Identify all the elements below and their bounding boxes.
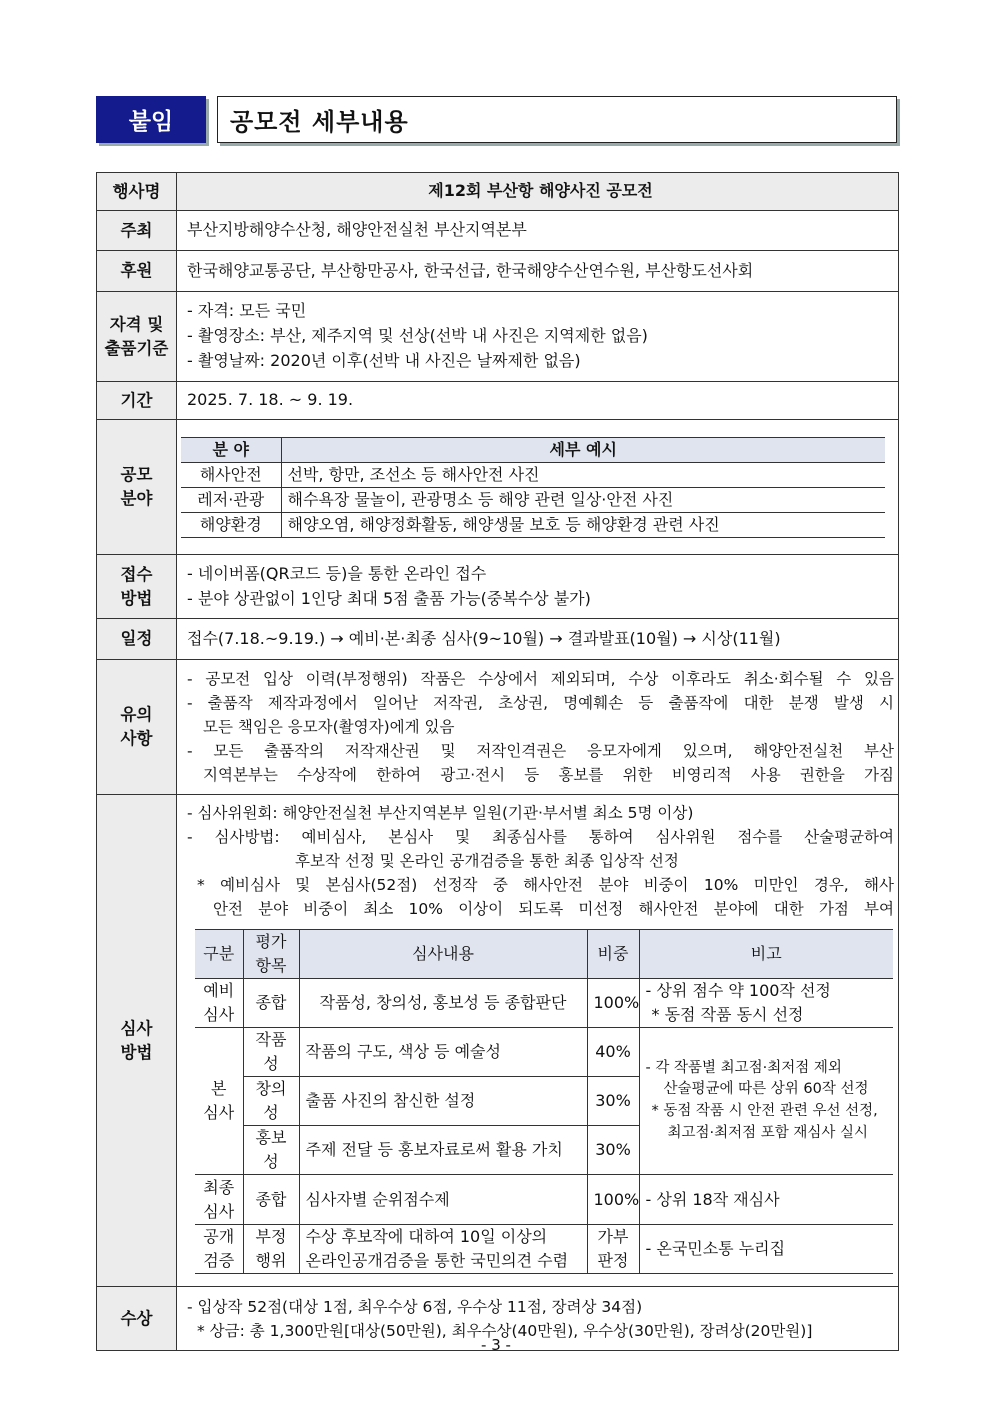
remark-public: - 온국민소통 누리집 (639, 1225, 893, 1274)
remark-line: * 동점 작품 시 안전 관련 우선 선정, (651, 1103, 878, 1120)
judging-row-main (195, 1028, 893, 1077)
eligibility-line: - 촬영장소: 부산, 제주지역 및 선상(선박 내 사진은 지역제한 없음) (187, 326, 648, 346)
content-final: 심사자별 순위점수제 (299, 1175, 587, 1225)
header-remark: 비고 (639, 930, 893, 979)
value-fields (177, 420, 899, 555)
label-line: 출품기준 (104, 338, 169, 358)
label-line: 자격 및 (109, 314, 164, 334)
header-item (243, 930, 299, 979)
submission-line: - 분야 상관없이 1인당 최대 5점 출품 가능(중복수상 불가) (187, 588, 591, 608)
label-sponsor: 후원 (97, 251, 177, 292)
weight-final: 100% (587, 1175, 639, 1225)
header-weight: 비중 (587, 930, 639, 979)
value-period: 2025. 7. 18. ~ 9. 19. (177, 382, 899, 420)
item-prelim: 종합 (243, 979, 299, 1028)
content-line: 온라인공개검증을 통한 국민의견 수렴 (305, 1251, 569, 1271)
item-main: 작품성 (243, 1028, 299, 1077)
row-fields (97, 420, 899, 555)
fields-table (181, 437, 885, 538)
remark-line: 최고점·최저점 포함 재심사 실시 (667, 1124, 869, 1141)
field-name: 레저·관광 (181, 487, 281, 512)
submission-line: - 네이버폼(QR코드 등)을 통한 온라인 접수 (187, 563, 487, 583)
remark-line: * 동점 작품 동시 선정 (651, 1005, 804, 1025)
judging-header (195, 930, 893, 979)
notes-line: - 모든 출품작의 저작재산권 및 저작인격권은 응모자에게 있으며, 해양안전실천 부산 (187, 742, 894, 760)
label-line: 방법 (120, 1042, 153, 1062)
page-number: - 3 - (481, 1336, 511, 1354)
awards-line: - 입상작 52점(대상 1점, 최우수상 6점, 우수상 11점, 장려상 34점) (187, 1297, 643, 1316)
item-main: 창의성 (243, 1077, 299, 1126)
weight-prelim: 100% (587, 979, 639, 1028)
label-notes (97, 660, 177, 795)
remark-line: - 상위 점수 약 100작 선정 (645, 981, 831, 1001)
label-schedule: 일정 (97, 619, 177, 660)
notes-line: 모든 책임은 응모자(촬영자)에게 있음 (203, 717, 455, 736)
awards-line: * 상금: 총 1,300만원[대상(50만원), 최우수상(40만원), 우수상(30만원), 장려상(20만원)] (197, 1321, 813, 1340)
row-notes (97, 660, 899, 795)
stage-line: 심사 (203, 1103, 235, 1123)
label-line: 유의 (120, 705, 153, 725)
content-public (299, 1225, 587, 1274)
header-item-line: 항목 (255, 956, 287, 976)
label-line: 분야 (120, 489, 153, 508)
eligibility-line: - 촬영날짜: 2020년 이후(선박 내 사진은 날짜제한 없음) (187, 350, 581, 370)
stage-line: 예비 (203, 981, 235, 1001)
fields-header (181, 437, 885, 462)
field-name: 해양환경 (181, 512, 281, 537)
field-name: 해사안전 (181, 462, 281, 487)
remark-line: - 각 작품별 최고점·최저점 제외 (645, 1059, 842, 1076)
label-line: 방법 (120, 588, 153, 608)
stage-line: 심사 (203, 1201, 235, 1221)
attachment-badge: 붙임 (96, 96, 206, 143)
row-event (97, 173, 899, 211)
eligibility-line: - 자격: 모든 국민 (187, 301, 307, 321)
fields-header-field: 분 야 (181, 437, 281, 462)
item-line: 행위 (255, 1251, 287, 1271)
value-schedule: 접수(7.18.~9.19.) → 예비·본·최종 심사(9~10월) → 결과발표(10월) → 시상(11월) (177, 619, 899, 660)
row-eligibility (97, 292, 899, 382)
content-main: 출품 사진의 참신한 설정 (299, 1077, 587, 1126)
value-event: 제12회 부산항 해양사진 공모전 (177, 173, 899, 211)
notes-line: - 출품작 제작과정에서 일어난 저작권, 초상권, 명예훼손 등 출품작에 대한 분쟁 발생 시 (187, 693, 894, 712)
label-fields (97, 420, 177, 555)
judging-table (195, 929, 893, 1274)
stage-line: 검증 (203, 1251, 235, 1271)
stage-public (195, 1225, 243, 1274)
judging-row-prelim (195, 979, 893, 1028)
stage-prelim (195, 979, 243, 1028)
stage-line: 심사 (203, 1005, 235, 1025)
content-prelim: 작품성, 창의성, 홍보성 등 종합판단 (299, 979, 587, 1028)
value-judging (177, 795, 899, 1287)
label-host: 주최 (97, 211, 177, 251)
label-eligibility (97, 292, 177, 382)
label-line: 사항 (120, 729, 153, 748)
label-event: 행사명 (97, 173, 177, 211)
judging-line: - 심사위원회: 해양안전실천 부산지역본부 일원(기관·부서별 최소 5명 이상) (187, 804, 694, 822)
value-sponsor: 한국해양교통공단, 부산항만공사, 한국선급, 한국해양수산연수원, 부산항도선사회 (177, 251, 899, 292)
stage-main (195, 1028, 243, 1175)
fields-header-example: 세부 예시 (281, 437, 885, 462)
weight-main: 30% (587, 1077, 639, 1126)
title-row (96, 96, 897, 143)
field-example: 해양오염, 해양정화활동, 해양생물 보호 등 해양환경 관련 사진 (281, 512, 885, 537)
label-period: 기간 (97, 382, 177, 420)
row-schedule (97, 619, 899, 660)
content-main: 작품의 구도, 색상 등 예술성 (299, 1028, 587, 1077)
remark-final: - 상위 18작 재심사 (639, 1175, 893, 1225)
label-line: 심사 (120, 1018, 153, 1038)
remark-prelim (639, 979, 893, 1028)
value-eligibility (177, 292, 899, 382)
notes-line: 지역본부는 수상작에 한하여 광고·전시 등 홍보를 위한 비영리적 사용 권한을 가짐 (203, 766, 894, 785)
stage-line: 본 (211, 1079, 227, 1099)
weight-public (587, 1225, 639, 1274)
value-notes (177, 660, 899, 795)
remark-line: 산술평균에 따른 상위 60작 선정 (663, 1081, 869, 1098)
notes-line: - 공모전 입상 이력(부정행위) 작품은 수상에서 제외되며, 수상 이후라도 취소·회수될 수 있음 (187, 669, 894, 688)
stage-line: 최종 (203, 1177, 235, 1197)
label-line: 접수 (120, 564, 153, 584)
fields-row (181, 487, 885, 512)
item-public (243, 1225, 299, 1274)
label-line: 공모 (120, 465, 153, 485)
label-judging (97, 795, 177, 1287)
content-line: 수상 후보작에 대하여 10일 이상의 (305, 1227, 548, 1247)
weight-main: 30% (587, 1126, 639, 1175)
field-example: 선박, 항만, 조선소 등 해사안전 사진 (281, 462, 885, 487)
judging-line: * 예비심사 및 본심사(52점) 선정작 중 해사안전 분야 비중이 10% 미만인 경우, 해사 (197, 876, 894, 895)
item-main: 홍보성 (243, 1126, 299, 1175)
field-example: 해수욕장 물놀이, 관광명소 등 해양 관련 일상·안전 사진 (281, 487, 885, 512)
content-main: 주제 전달 등 홍보자료로써 활용 가치 (299, 1126, 587, 1175)
item-final: 종합 (243, 1175, 299, 1225)
judging-row-final (195, 1175, 893, 1225)
value-host: 부산지방해양수산청, 해양안전실천 부산지역본부 (177, 211, 899, 251)
fields-row (181, 512, 885, 537)
row-submission (97, 555, 899, 619)
page-title: 공모전 세부내용 (217, 96, 897, 143)
judging-line: - 심사방법: 예비심사, 본심사 및 최종심사를 통하여 심사위원 점수를 산술평균하여 (187, 828, 894, 847)
weight-line: 가부 (597, 1227, 629, 1247)
header-content: 심사내용 (299, 930, 587, 979)
row-sponsor (97, 251, 899, 292)
row-period (97, 382, 899, 420)
details-table (96, 172, 899, 1351)
stage-final (195, 1175, 243, 1225)
item-line: 부정 (255, 1227, 287, 1247)
stage-line: 공개 (203, 1227, 235, 1247)
label-awards: 수상 (97, 1287, 177, 1351)
header-stage: 구분 (195, 930, 243, 979)
judging-row-public (195, 1225, 893, 1274)
row-judging (97, 795, 899, 1287)
value-submission (177, 555, 899, 619)
judging-line: 후보작 선정 및 온라인 공개검증을 통한 최종 입상작 선정 (295, 852, 679, 871)
weight-main: 40% (587, 1028, 639, 1077)
label-submission (97, 555, 177, 619)
fields-row (181, 462, 885, 487)
row-host (97, 211, 899, 251)
judging-line: 안전 분야 비중이 최소 10% 이상이 되도록 미선정 해사안전 분야에 대한 가점 부여 (213, 900, 894, 919)
remark-main (639, 1028, 893, 1175)
header-item-line: 평가 (255, 932, 287, 952)
weight-line: 판정 (597, 1251, 629, 1271)
